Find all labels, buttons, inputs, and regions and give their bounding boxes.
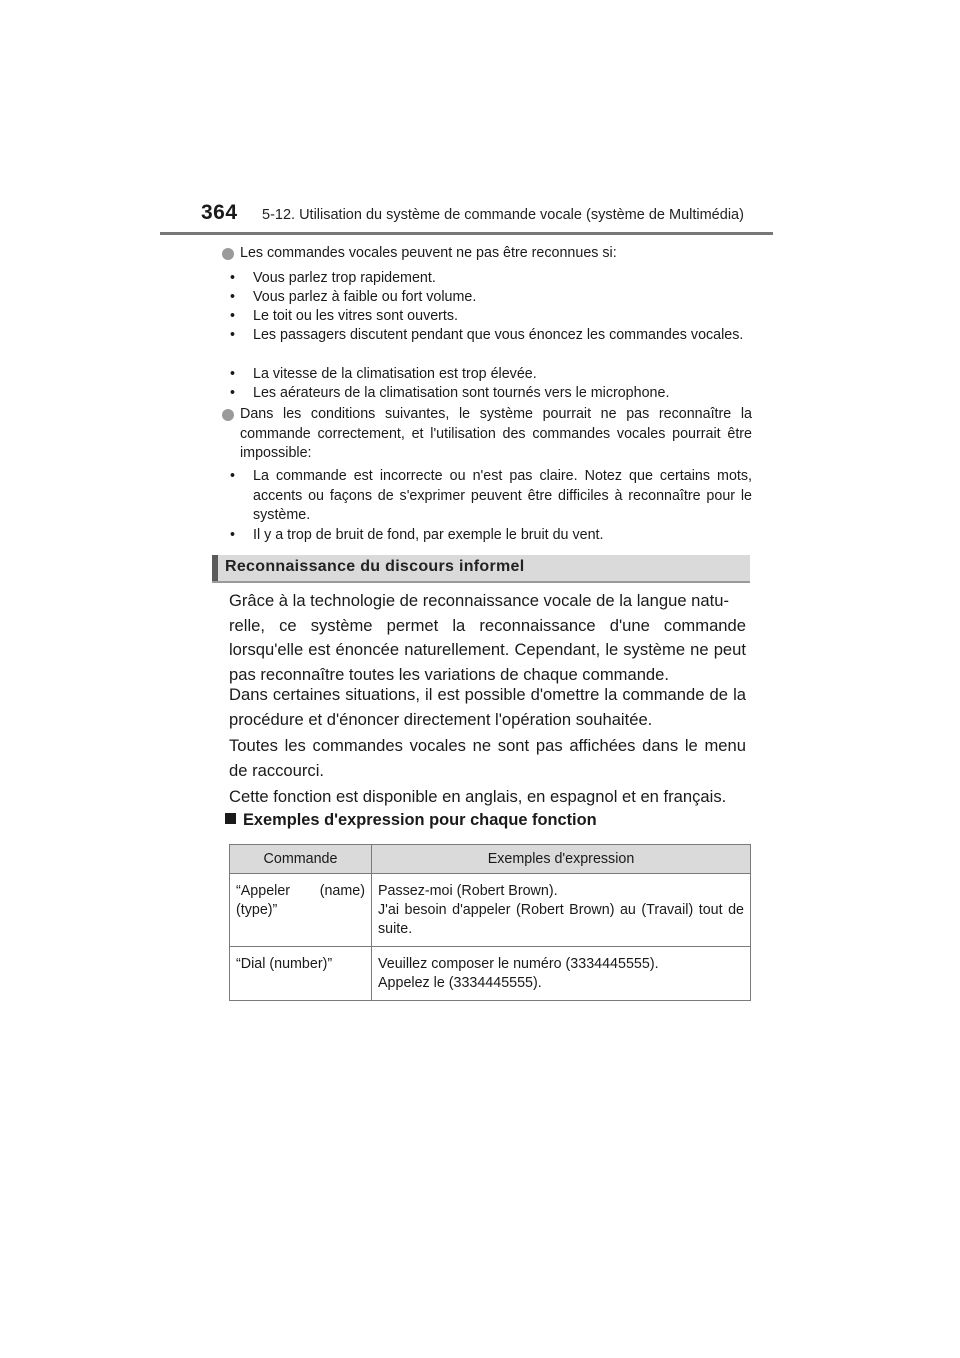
list-dot-icon: •	[230, 289, 236, 305]
list-dot-icon: •	[230, 527, 236, 543]
paragraph-line: Grâce à la technologie de reconnaissance vocale de la langue natu-	[229, 591, 729, 610]
section-heading	[212, 555, 750, 583]
list-dot-icon: •	[230, 327, 236, 343]
list-item-text: Le toit ou les vitres sont ouverts.	[253, 308, 459, 324]
list-dot-icon: •	[230, 468, 236, 484]
table-header-row	[230, 845, 751, 874]
list-item-text: Vous parlez à faible ou fort volume.	[253, 289, 477, 305]
list-item	[230, 269, 752, 289]
list-item-text: Vous parlez trop rapidement.	[253, 270, 436, 286]
subheading	[225, 811, 597, 830]
bullet-item	[222, 244, 752, 264]
list-item-text: La commande est incorrecte ou n'est pas claire. Notez que certains mots, accents ou façons de s'exprimer peuvent être difficiles à reconnaître pour le système.	[253, 468, 752, 523]
command-text: (name)	[319, 883, 365, 899]
expression-table	[229, 844, 751, 1001]
paragraph-rest: relle, ce système permet la reconnaissance d'une commande lorsqu'elle est énoncée naturellement. Cependant, le système ne peut pas reconnaître toutes les variations de chaque commande.	[229, 615, 746, 684]
table-row	[230, 947, 751, 1001]
bullet-text: Dans les conditions suivantes, le système pourrait ne pas reconnaître la commande correctement, et l'utilisation des commandes vocales pourrait être impossible:	[240, 406, 752, 461]
section-heading-label: Reconnaissance du discours informel	[225, 558, 525, 575]
table-cell-command	[230, 874, 372, 947]
example-text: Appelez le (3334445555).	[378, 975, 542, 991]
paragraph	[229, 589, 746, 687]
list-item	[230, 365, 752, 385]
paragraph: Toutes les commandes vocales ne sont pas affichées dans le menu de raccourci.	[229, 736, 746, 780]
paragraph: Cette fonction est disponible en anglais, en espagnol et en français.	[229, 787, 727, 806]
list-dot-icon: •	[230, 385, 236, 401]
bullet-text: Les commandes vocales peuvent ne pas être reconnues si:	[240, 245, 617, 261]
list-item-text: Les passagers discutent pendant que vous énoncez les commandes vocales.	[253, 327, 744, 343]
page-number: 364	[201, 201, 238, 224]
command-text: (type)”	[236, 902, 278, 918]
list-dot-icon: •	[230, 308, 236, 324]
list-dot-icon: •	[230, 270, 236, 286]
list-item-text: Il y a trop de bruit de fond, par exemple le bruit du vent.	[253, 527, 604, 543]
table-cell-examples	[372, 874, 751, 947]
list-item	[230, 307, 752, 327]
table-row	[230, 874, 751, 947]
list-item-text: La vitesse de la climatisation est trop élevée.	[253, 366, 537, 382]
table-header-cell: Exemples d'expression	[372, 845, 751, 874]
subheading-label: Exemples d'expression pour chaque fonction	[243, 811, 597, 829]
example-text: J'ai besoin d'appeler (Robert Brown) au (Travail) tout de suite.	[378, 902, 744, 937]
example-text: Passez-moi (Robert Brown).	[378, 883, 558, 899]
paragraph: Dans certaines situations, il est possible d'omettre la commande de la procédure et d'énoncer directement l'opération souhaitée.	[229, 685, 746, 729]
bullet-dot-icon	[222, 248, 234, 260]
heading-accent-bar	[212, 555, 218, 581]
list-item	[230, 326, 752, 346]
list-dot-icon: •	[230, 366, 236, 382]
list-item	[230, 384, 752, 404]
list-item	[230, 288, 752, 308]
list-item	[230, 526, 752, 546]
table-cell-examples	[372, 947, 751, 1001]
square-bullet-icon	[225, 813, 236, 824]
bullet-item	[222, 405, 752, 464]
list-item	[230, 467, 752, 526]
command-text: “Appeler	[236, 883, 291, 899]
header-divider	[160, 232, 773, 235]
example-text: Veuillez composer le numéro (3334445555).	[378, 956, 659, 972]
section-title: 5-12. Utilisation du système de commande vocale (système de Multimédia)	[262, 207, 744, 223]
list-item-text: Les aérateurs de la climatisation sont tournés vers le microphone.	[253, 385, 670, 401]
table-header-cell: Commande	[230, 845, 372, 874]
bullet-dot-icon	[222, 409, 234, 421]
table-cell-command: “Dial (number)”	[230, 947, 372, 1001]
